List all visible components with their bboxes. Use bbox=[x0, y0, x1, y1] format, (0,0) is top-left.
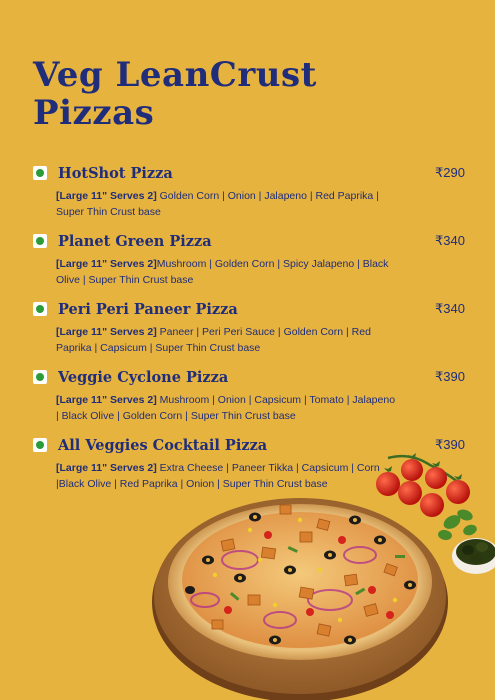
herb-leaves bbox=[437, 508, 478, 542]
item-size: [Large 11" Serves 2] bbox=[56, 326, 157, 338]
item-ingredients: Mushroom | Onion | Capsicum | Tomato | Jalapeno | Black Olive | Golden Corn | Super Thin Crust base bbox=[56, 394, 396, 422]
tomato-photo bbox=[376, 453, 470, 517]
item-price: ₹390 bbox=[435, 437, 465, 452]
item-price: ₹390 bbox=[435, 369, 465, 384]
item-price: ₹290 bbox=[435, 165, 465, 180]
item-ingredients: Paneer | Peri Peri Sauce | Golden Corn | Red Paprika | Capsicum | Super Thin Crust base bbox=[56, 326, 371, 354]
item-ingredients: Golden Corn | Onion | Jalapeno | Red Paprika | Super Thin Crust base bbox=[56, 190, 379, 218]
olive-bowl-photo bbox=[452, 538, 495, 574]
item-size: [Large 11" Serves 2] bbox=[56, 258, 157, 270]
item-size: [Large 11" Serves 2] bbox=[56, 394, 157, 406]
item-name: Veggie Cyclone Pizza bbox=[58, 368, 229, 386]
item-size: [Large 11" Serves 2] bbox=[56, 462, 157, 474]
page-title-line-1: Veg LeanCrust bbox=[33, 55, 317, 95]
item-name: Peri Peri Paneer Pizza bbox=[58, 300, 238, 318]
pizza-photo bbox=[168, 504, 432, 660]
item-name: HotShot Pizza bbox=[58, 164, 173, 182]
item-name: All Veggies Cocktail Pizza bbox=[58, 436, 268, 454]
item-price: ₹340 bbox=[435, 301, 465, 316]
item-price: ₹340 bbox=[435, 233, 465, 248]
item-ingredients: Mushroom | Golden Corn | Spicy Jalapeno | Black Olive | Super Thin Crust base bbox=[56, 258, 389, 286]
item-ingredients: Extra Cheese | Paneer Tikka | Capsicum | Corn |Black Olive | Red Paprika | Onion | Super Thin Crust base bbox=[56, 462, 380, 490]
page-title-line-2: Pizzas bbox=[33, 93, 155, 133]
item-size: [Large 11" Serves 2] bbox=[56, 190, 157, 202]
item-name: Planet Green Pizza bbox=[58, 232, 212, 250]
